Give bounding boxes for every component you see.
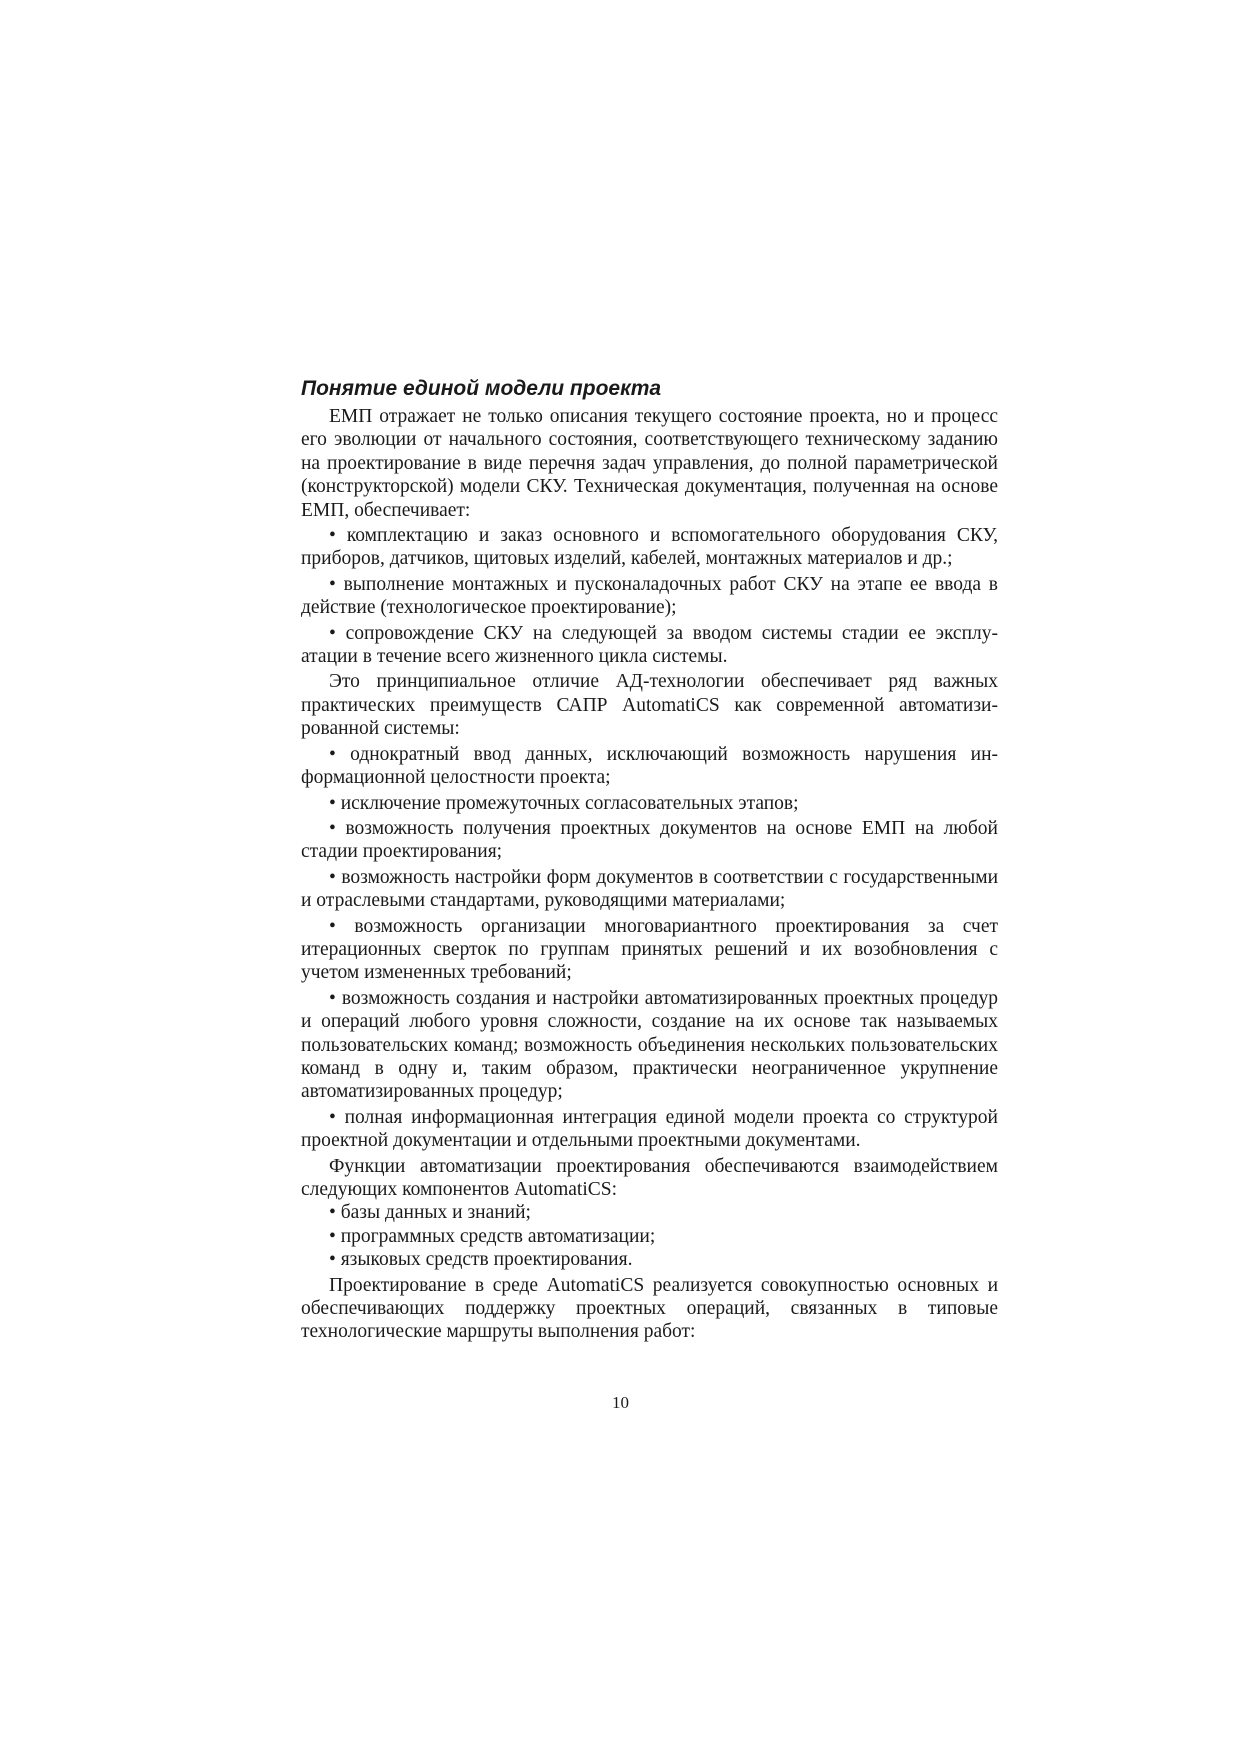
docs-bullet-1: • комплектацию и заказ основного и вспомогательного оборудования СКУ, приборов, датчиков, щитовых изделий, кабелей, монтажных материалов и др.;: [301, 524, 998, 571]
page-number: 10: [612, 1393, 629, 1412]
advantage-bullet-7: • полная информационная интеграция единой модели проекта со структурой проектной документации и отдельными проектными документами.: [301, 1106, 998, 1153]
closing-paragraph: Проектирование в среде AutomatiCS реализуется совокупностью основных и обеспечивающих поддержку проектных операций, связанных в типовые технологические маршруты выполнения работ:: [301, 1274, 998, 1343]
intro-paragraph: ЕМП отражает не только описания текущего состояние проекта, но и процесс его эволюции от начального состояния, соответствующего техническому заданию на проектирование в виде перечня задач управления, до полной параметрической (конструкторской) модели СКУ. Техническая документация, полученная на основе ЕМП, обеспечивает:: [301, 406, 998, 521]
section-title: Понятие единой модели проекта: [301, 377, 662, 400]
advantage-bullet-1: • однократный ввод данных, исключающий возможность нарушения информационной целостности проекта;: [301, 743, 998, 790]
docs-bullet-3: • сопровождение СКУ на следующей за вводом системы стадии ее эксплуатации в течение всего жизненного цикла системы.: [301, 622, 998, 669]
advantage-bullet-6: • возможность создания и настройки автоматизированных проектных процедур и операций любого уровня сложности, создание на их основе так называемых пользовательских команд; возможность объединения нескольких пользовательских команд в одну и, таким образом, практически неограниченное укрупнение автоматизированных процедур;: [301, 987, 998, 1104]
component-bullet-1: • базы данных и знаний;: [301, 1201, 998, 1224]
docs-bullet-2: • выполнение монтажных и пусконаладочных работ СКУ на этапе ее ввода в действие (технологическое проектирование);: [301, 573, 998, 620]
component-bullet-3: • языковых средств проектирования.: [301, 1248, 998, 1271]
components-intro-paragraph: Функции автоматизации проектирования обеспечиваются взаимодействием следующих компонентов AutomatiCS:: [301, 1155, 998, 1200]
advantage-bullet-4: • возможность настройки форм документов в соответствии с государственными и отраслевыми стандартами, руководящими материалами;: [301, 866, 998, 913]
advantage-bullet-2: • исключение промежуточных согласовательных этапов;: [301, 792, 998, 815]
advantage-bullet-3: • возможность получения проектных документов на основе ЕМП на любой стадии проектирования;: [301, 817, 998, 864]
component-bullet-2: • программных средств автоматизации;: [301, 1225, 998, 1248]
advantages-intro-paragraph: Это принципиальное отличие АД-технологии обеспечивает ряд важных практических преимуществ САПР AutomatiCS как современной автоматизированной системы:: [301, 671, 998, 740]
page-body: [301, 376, 998, 1344]
advantage-bullet-5: • возможность организации многовариантного проектирования за счет итерационных сверток по группам принятых решений и их возобновления с учетом измененных требований;: [301, 915, 998, 985]
